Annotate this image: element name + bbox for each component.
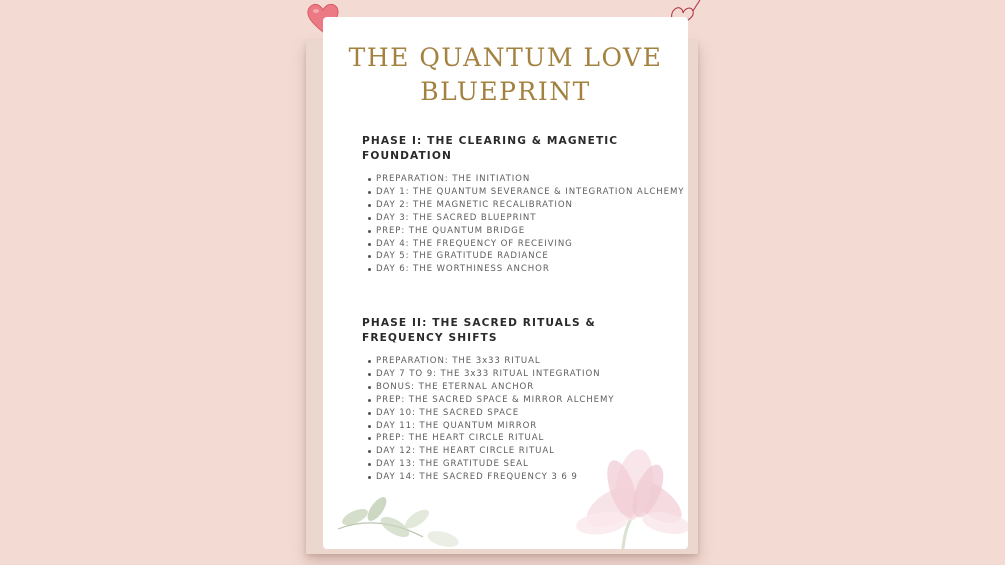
- list-item-text: DAY 7 TO 9: THE 3x33 RITUAL INTEGRATION: [376, 368, 601, 379]
- list-item-text: DAY 6: THE WORTHINESS ANCHOR: [376, 264, 550, 275]
- list-item: [368, 199, 672, 212]
- phase-item-list: [362, 173, 685, 276]
- list-item: [368, 471, 672, 484]
- list-item-text: DAY 3: THE SACRED BLUEPRINT: [376, 212, 537, 223]
- list-item: [368, 420, 672, 433]
- list-item: [368, 173, 672, 186]
- list-item: [368, 212, 672, 225]
- document-page: [323, 17, 688, 549]
- phase-section: [362, 316, 672, 484]
- list-item: [368, 250, 672, 263]
- list-item-text: PREPARATION: THE 3x33 RITUAL: [376, 356, 541, 366]
- bullet: [368, 268, 371, 271]
- list-item-text: DAY 12: THE HEART CIRCLE RITUAL: [376, 446, 555, 457]
- list-item: [368, 445, 672, 458]
- title-line-1: THE QUANTUM LOVE: [348, 43, 663, 72]
- bullet: [368, 476, 371, 479]
- list-item: [368, 186, 685, 199]
- bullet: [368, 450, 371, 453]
- bullet: [368, 425, 371, 428]
- bullet: [368, 243, 371, 246]
- bullet: [368, 463, 371, 466]
- bullet: [368, 437, 371, 440]
- bullet: [368, 386, 371, 389]
- bullet: [368, 412, 371, 415]
- list-item-text: DAY 10: THE SACRED SPACE: [376, 407, 520, 418]
- phase-heading: PHASE I: THE CLEARING & MAGNETIC FOUNDATION: [362, 135, 619, 162]
- bullet: [368, 373, 371, 376]
- list-item: [368, 225, 672, 238]
- list-item: [368, 368, 672, 381]
- bullet: [368, 399, 371, 402]
- list-item-text: PREP: THE QUANTUM BRIDGE: [376, 225, 526, 236]
- phase-item-list: [362, 355, 672, 484]
- list-item: [368, 432, 672, 445]
- list-item: [368, 394, 672, 407]
- list-item-text: DAY 4: THE FREQUENCY OF RECEIVING: [376, 238, 573, 249]
- list-item-text: DAY 14: THE SACRED FREQUENCY 3 6 9: [376, 472, 578, 483]
- title-line-2: BLUEPRINT: [420, 77, 591, 106]
- phase-section: [362, 134, 685, 276]
- bullet: [368, 191, 371, 194]
- list-item: [368, 263, 672, 276]
- bullet: [368, 230, 371, 233]
- list-item-text: DAY 2: THE MAGNETIC RECALIBRATION: [376, 199, 573, 210]
- list-item-text: DAY 11: THE QUANTUM MIRROR: [376, 420, 538, 431]
- list-item: [368, 407, 672, 420]
- list-item-text: PREPARATION: THE INITIATION: [376, 174, 531, 184]
- bullet: [368, 360, 371, 363]
- bullet: [368, 178, 371, 181]
- bullet: [368, 217, 371, 220]
- list-item-text: BONUS: THE ETERNAL ANCHOR: [376, 381, 535, 392]
- phase-heading: PHASE II: THE SACRED RITUALS & FREQUENCY SHIFTS: [362, 317, 596, 344]
- document-title: [323, 41, 688, 109]
- list-item: [368, 458, 672, 471]
- list-item: [368, 381, 672, 394]
- list-item: [368, 238, 672, 251]
- bullet: [368, 204, 371, 207]
- list-item: [368, 355, 672, 368]
- list-item-text: DAY 5: THE GRATITUDE RADIANCE: [376, 251, 549, 262]
- list-item-text: PREP: THE HEART CIRCLE RITUAL: [376, 433, 545, 444]
- list-item-text: DAY 1: THE QUANTUM SEVERANCE & INTEGRATION ALCHEMY: [376, 186, 685, 197]
- leaves-illustration: [333, 489, 483, 549]
- list-item-text: DAY 13: THE GRATITUDE SEAL: [376, 459, 529, 470]
- list-item-text: PREP: THE SACRED SPACE & MIRROR ALCHEMY: [376, 394, 615, 405]
- bullet: [368, 255, 371, 258]
